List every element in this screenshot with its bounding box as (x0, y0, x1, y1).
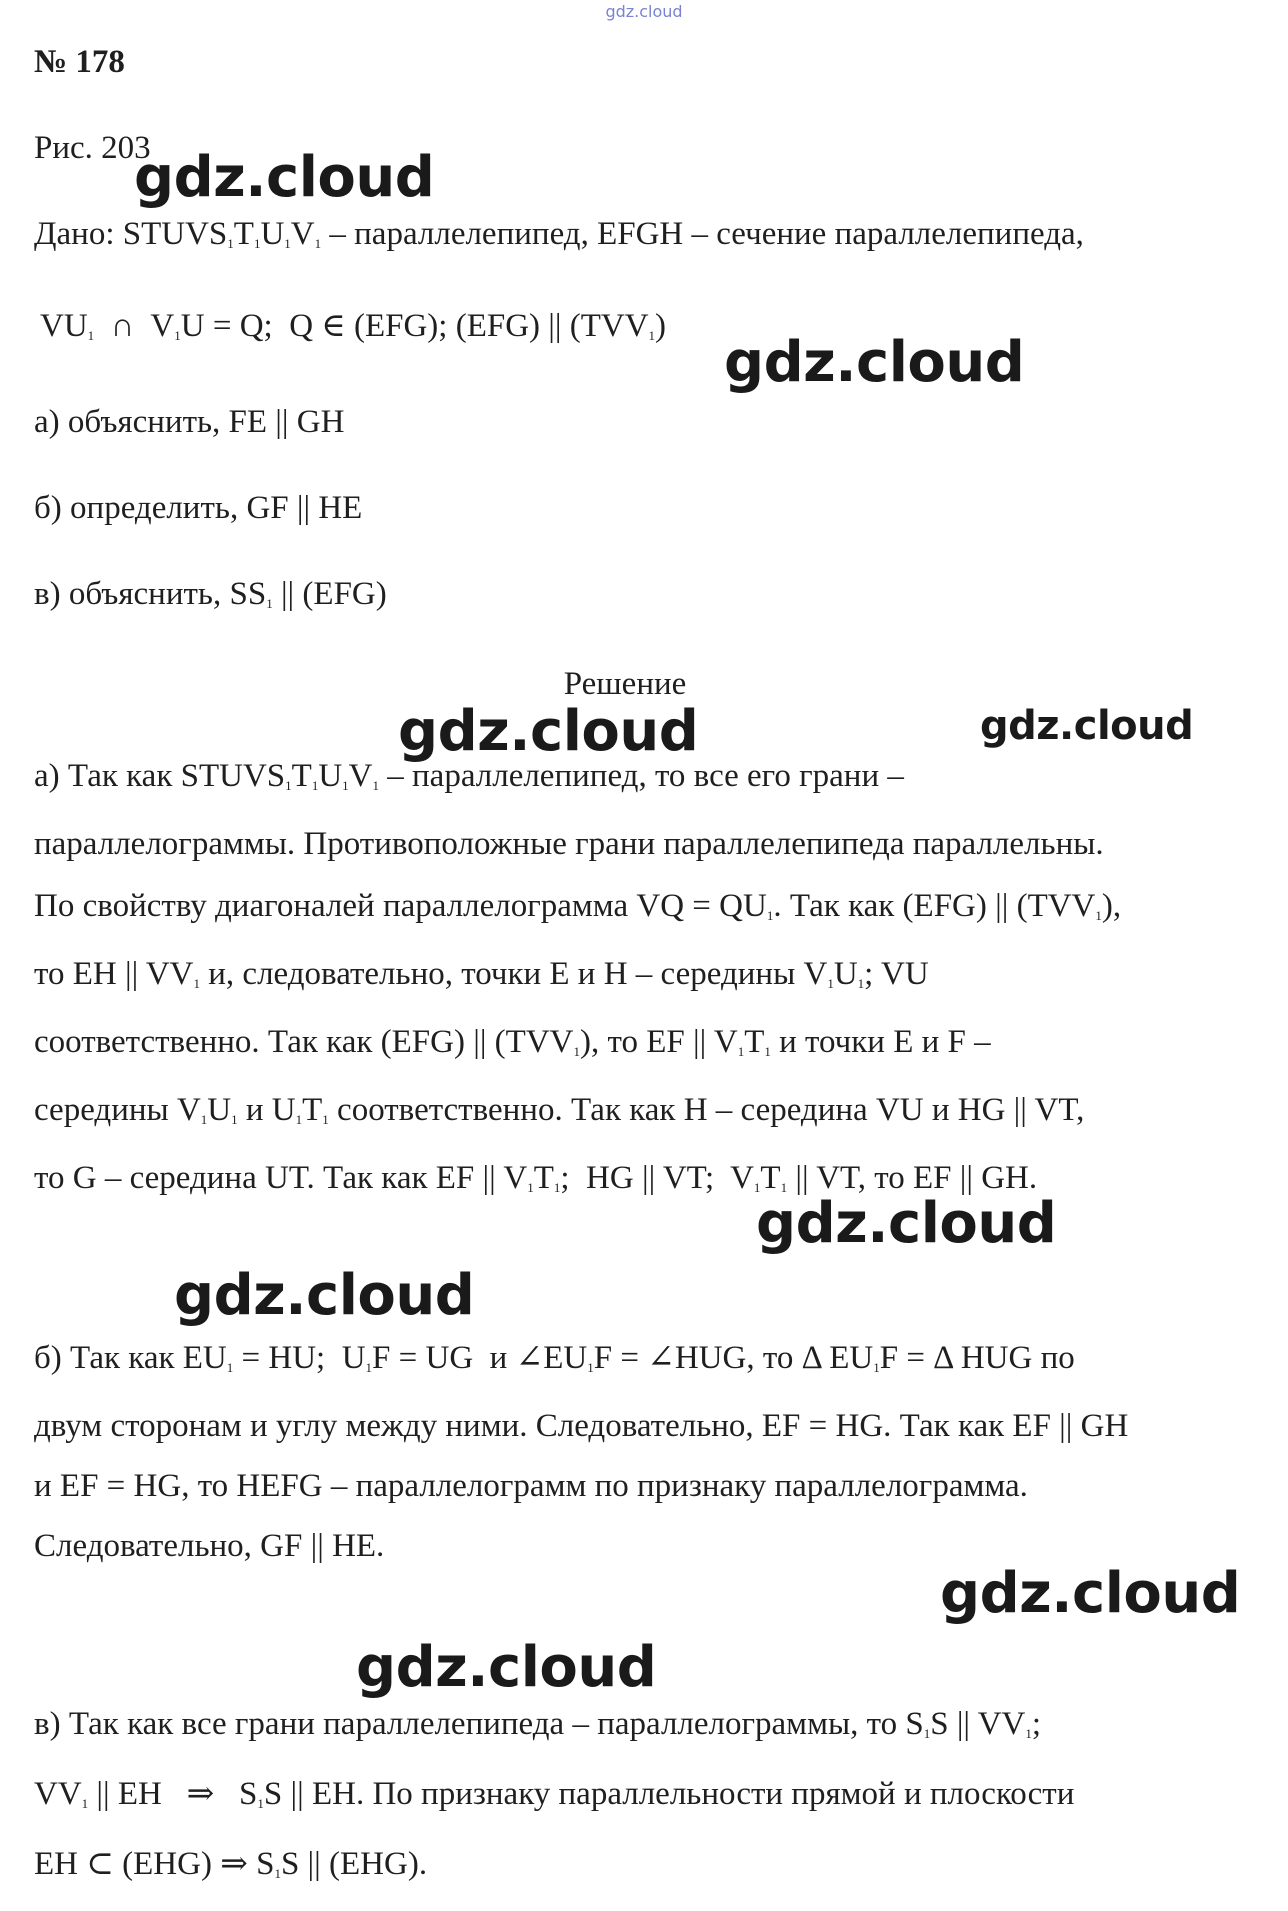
solution-c-line-3: EH ⊂ (EHG) ⇒ $S_1S$ || (EHG). (34, 1846, 428, 1882)
watermark-6: gdz.cloud (174, 1263, 475, 1328)
solution-a-line-7: то G – середина UT. Так как EF || $V_1T_1$; HG || VT; $V_1T_1$ || VT, то EF || GH. (34, 1160, 1038, 1196)
solution-a-line-6: середины $V_1U_1$ и $U_1T_1$ соответственно. Так как H – середина VU и HG || VT, (34, 1092, 1085, 1128)
solution-b-line-2: двум сторонам и углу между ними. Следовательно, EF = HG. Так как EF || GH (34, 1408, 1129, 1444)
solution-b-line-1: б) Так как $EU_1$ = HU; $U_1F$ = UG и $\angle EU_1F$ = ∠HUG, то Δ $EU_1F = \Delta$ HUG по (34, 1340, 1075, 1376)
watermark-5: gdz.cloud (756, 1191, 1057, 1256)
figure-reference: Рис. 203 (34, 130, 151, 166)
watermark-8: gdz.cloud (356, 1635, 657, 1700)
watermark-4: gdz.cloud (980, 703, 1194, 749)
watermark-3: gdz.cloud (398, 699, 699, 764)
task-b: б) определить, GF || HE (34, 490, 363, 526)
solution-a-line-3: По свойству диагоналей параллелограмма VQ = $QU_1$. Так как (EFG) || $(TVV_1)$, (34, 888, 1122, 924)
solution-c-line-2: $VV_1$ || EH ⇒ $S_1S$ || EH. По признаку параллельности прямой и плоскости (34, 1776, 1075, 1812)
solution-a-line-4: то EH || $VV_1$ и, следовательно, точки E и H – середины $V_1U_1$; VU (34, 956, 929, 992)
task-a: а) объяснить, FE || GH (34, 404, 345, 440)
site-header-watermark: gdz.cloud (605, 2, 683, 21)
watermark-7: gdz.cloud (940, 1561, 1241, 1626)
given-line-2: $VU_1$ ∩ $V_1U = Q$; Q ∈ (EFG); (EFG) || $(TVV_1)$ (40, 308, 667, 344)
solution-c-line-1: в) Так как все грани параллелепипеда – параллелограммы, то $S_1S$ || $VV_1$; (34, 1706, 1042, 1742)
solution-a-line-5: соответственно. Так как (EFG) || $(TVV_1)$, то EF || $V_1T_1$ и точки E и F – (34, 1024, 991, 1060)
problem-number: № 178 (34, 44, 125, 80)
solution-a-line-2: параллелограммы. Противоположные грани параллелепипеда параллельны. (34, 826, 1104, 862)
solution-heading: Решение (563, 666, 687, 702)
watermark-1: gdz.cloud (134, 145, 435, 210)
solution-b-line-4: Следовательно, GF || HE. (34, 1528, 385, 1564)
solution-b-line-3: и EF = HG, то HEFG – параллелограмм по признаку параллелограмма. (34, 1468, 1028, 1504)
task-c: в) объяснить, $SS_1$ || (EFG) (34, 576, 387, 612)
given-line-1: Дано: $STUVS_1T_1U_1V_1$ – параллелепипед, EFGH – сечение параллелепипеда, (34, 216, 1084, 252)
solution-a-line-1: а) Так как $STUVS_1T_1U_1V_1$ – параллелепипед, то все его грани – (34, 758, 904, 794)
watermark-2: gdz.cloud (724, 330, 1025, 395)
